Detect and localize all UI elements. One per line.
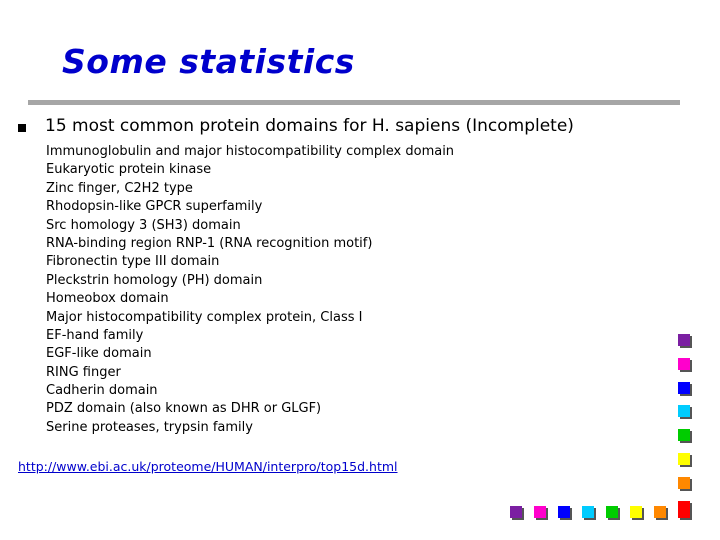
decor-square [678,429,690,441]
interpro-link[interactable]: http://www.ebi.ac.uk/proteome/HUMAN/interpro/top15d.html [18,459,398,474]
decor-square [630,506,642,518]
list-item: Pleckstrin homology (PH) domain [46,272,263,288]
list-item: Immunoglobulin and major histocompatibility complex domain [46,144,455,159]
decor-square [678,334,690,346]
decor-square [678,477,690,489]
list-item: RNA-binding region RNP-1 (RNA recognition motif) [46,235,373,251]
list-item: Fibronectin type III domain [46,254,220,270]
decor-square [654,506,666,518]
list-item: Eukaryotic protein kinase [46,162,212,178]
list-item: EGF-like domain [46,346,152,362]
decor-square [678,453,690,465]
list-item: Rhodopsin-like GPCR superfamily [46,199,263,215]
list-item: Homeobox domain [46,291,169,307]
slide-title: Some statistics [62,42,355,81]
decor-square [678,358,690,370]
decor-square [606,506,618,518]
decor-square [678,382,690,394]
decor-square [678,405,690,417]
list-item: Major histocompatibility complex protein, Class I [46,309,363,325]
list-item: Src homology 3 (SH3) domain [46,217,241,233]
bullet-square [18,124,26,132]
decor-square [678,506,690,518]
title-divider [28,100,680,105]
decor-square [558,506,570,518]
decor-square [582,506,594,518]
list-item: PDZ domain (also known as DHR or GLGF) [46,401,322,417]
list-item: EF-hand family [46,327,144,343]
domain-list [46,143,454,437]
list-item: Serine proteases, trypsin family [46,419,253,435]
list-item: Cadherin domain [46,383,158,399]
section-heading: 15 most common protein domains for H. sapiens (Incomplete) [45,116,574,136]
list-item: Zinc finger, C2H2 type [46,180,193,196]
decor-square [534,506,546,518]
list-item: RING finger [46,364,121,380]
decor-square [510,506,522,518]
